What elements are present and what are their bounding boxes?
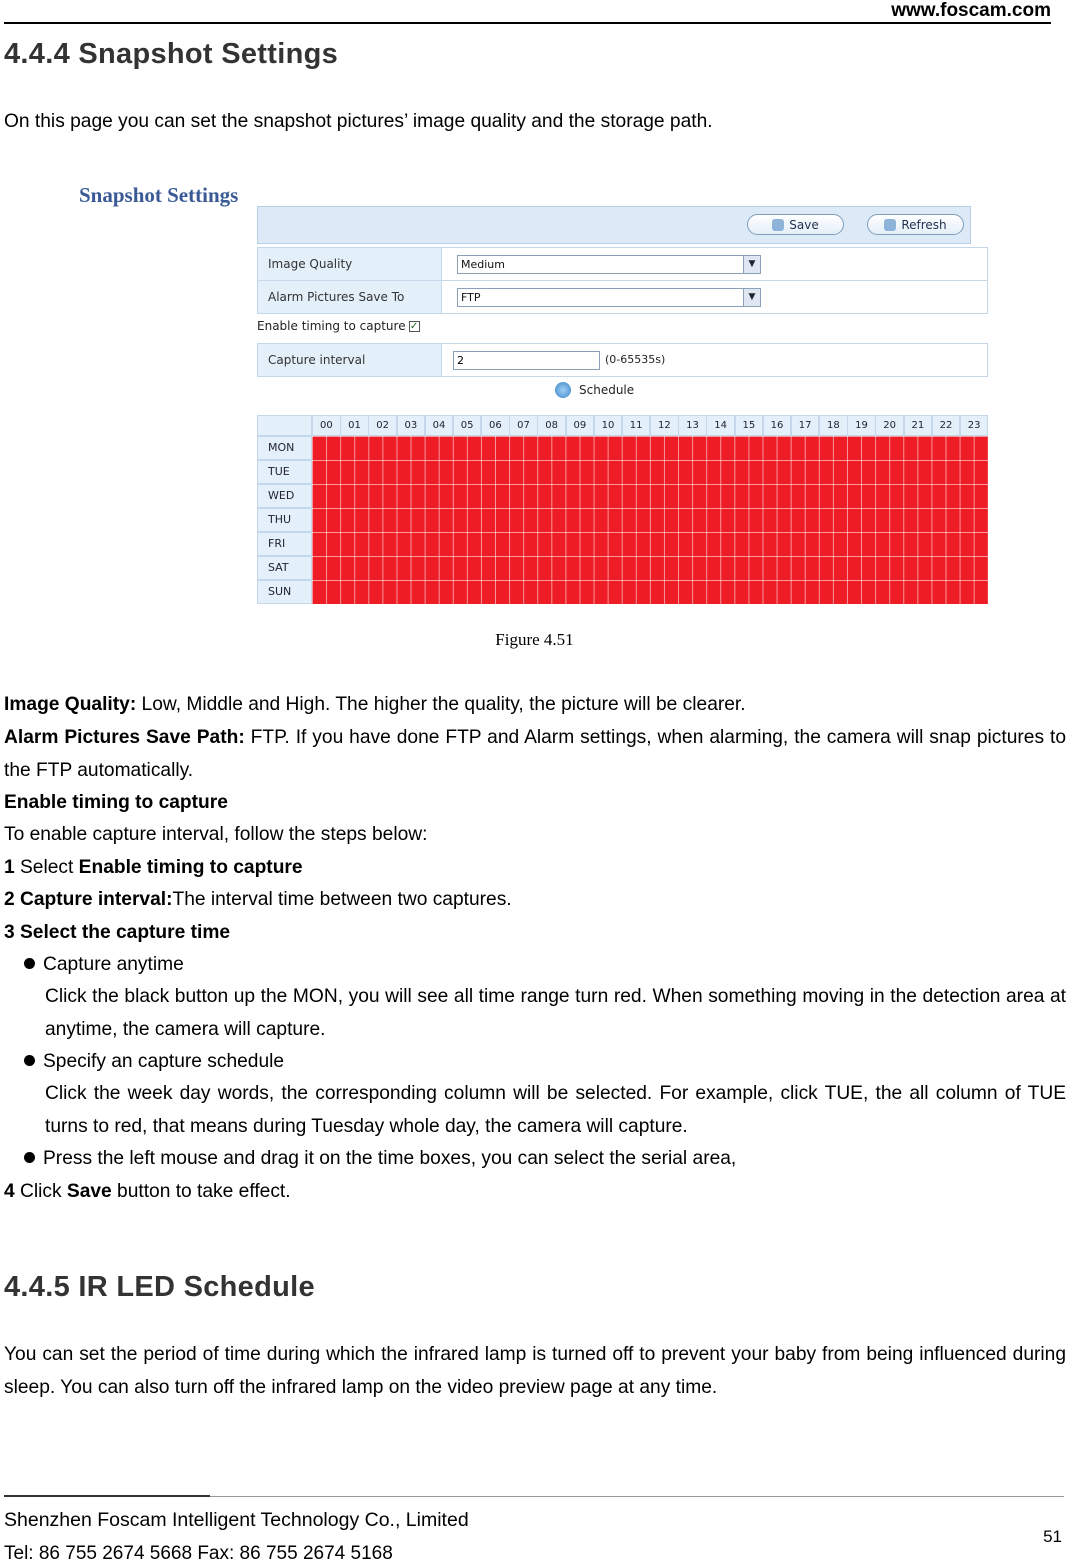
bullet-1-title-text: Capture anytime [43, 954, 184, 975]
alarm-path-paragraph [4, 722, 1066, 787]
enable-timing-label: Enable timing to capture [257, 319, 406, 333]
capture-interval-input[interactable]: 2 [453, 351, 600, 370]
footer-rule-accent [4, 1495, 210, 1497]
schedule-grid [257, 415, 988, 610]
hour-header[interactable]: 00 [312, 415, 341, 436]
bullet-3-text: Press the left mouse and drag it on the time boxes, you can select the serial area, [43, 1148, 737, 1169]
alarm-save-select[interactable] [457, 288, 761, 307]
save-icon [772, 219, 784, 231]
bullet-icon [24, 958, 35, 969]
schedule-label: Schedule [579, 383, 635, 397]
hour-header[interactable]: 22 [932, 415, 961, 436]
capture-interval-range: (0-65535s) [605, 353, 666, 366]
step-2 [4, 884, 1066, 917]
hour-header[interactable]: 20 [875, 415, 904, 436]
hour-header[interactable]: 09 [566, 415, 595, 436]
bullet-3 [4, 1143, 1069, 1176]
select-all-button[interactable] [257, 415, 312, 436]
step-4-suffix: button to take effect. [111, 1181, 291, 1202]
day-label[interactable]: MON [257, 436, 312, 460]
alarm-path-term: Alarm Pictures Save Path: [4, 727, 245, 748]
hour-header[interactable]: 23 [960, 415, 988, 436]
hour-header[interactable]: 10 [594, 415, 623, 436]
page-number: 51 [1043, 1527, 1062, 1546]
hour-header[interactable]: 02 [368, 415, 397, 436]
bullet-1-text: Click the black button up the MON, you will see all time range turn red. When something moving in the detection area at anytime, the camera will capture. [45, 986, 1066, 1040]
hour-header[interactable]: 16 [763, 415, 792, 436]
snapshot-intro: On this page you can set the snapshot pictures’ image quality and the storage path. [4, 111, 713, 132]
hour-header[interactable]: 21 [904, 415, 933, 436]
image-quality-select[interactable] [457, 255, 761, 274]
bullet-icon [24, 1152, 35, 1163]
hour-header[interactable]: 19 [847, 415, 876, 436]
day-label[interactable]: SUN [257, 580, 312, 604]
alarm-path-text: FTP. If you have done FTP and Alarm settings, when alarming, the camera will snap pictures to the FTP automatically. [4, 727, 1066, 781]
step-4 [4, 1176, 1066, 1209]
hour-header[interactable]: 05 [453, 415, 482, 436]
refresh-icon [884, 219, 896, 231]
alarm-save-label: Alarm Pictures Save To [258, 281, 442, 313]
hour-header[interactable]: 15 [735, 415, 764, 436]
footer-company: Shenzhen Foscam Intelligent Technology Co., Limited [4, 1509, 469, 1531]
enable-intro: To enable capture interval, follow the steps below: [4, 824, 428, 845]
hour-header[interactable]: 14 [706, 415, 735, 436]
hour-header[interactable]: 11 [622, 415, 651, 436]
footer-contact: Tel: 86 755 2674 5668 Fax: 86 755 2674 5168 [4, 1543, 393, 1564]
capture-interval-label: Capture interval [258, 344, 442, 376]
bullet-2-title [4, 1046, 1069, 1079]
hour-header[interactable]: 07 [509, 415, 538, 436]
image-quality-row [257, 247, 988, 281]
ir-led-text: You can set the period of time during which the infrared lamp is turned off to prevent your baby from being influenced during sleep. You can also turn off the infrared lamp on the video preview page at any time. [4, 1344, 1066, 1398]
header-rule [4, 22, 1051, 24]
step-2-bold: 2 Capture interval: [4, 889, 173, 910]
hour-header[interactable]: 08 [537, 415, 566, 436]
hour-header[interactable]: 04 [425, 415, 454, 436]
snapshot-settings-figure [76, 179, 988, 613]
hour-header[interactable]: 17 [791, 415, 820, 436]
schedule-icon [555, 382, 571, 398]
hour-header[interactable]: 12 [650, 415, 679, 436]
day-label[interactable]: TUE [257, 460, 312, 484]
alarm-save-row [257, 280, 988, 314]
section-title-ir-led: 4.4.5 IR LED Schedule [4, 1271, 315, 1303]
bullet-1-title [4, 949, 1069, 982]
site-url: www.foscam.com [891, 0, 1051, 21]
enable-heading: Enable timing to capture [4, 792, 228, 813]
enable-timing [257, 319, 420, 333]
hour-header[interactable]: 03 [397, 415, 426, 436]
hour-header[interactable]: 18 [819, 415, 848, 436]
hour-header[interactable]: 13 [678, 415, 707, 436]
step-1-bold: Enable timing to capture [78, 857, 303, 878]
figure-caption: Figure 4.51 [495, 630, 574, 649]
image-quality-label: Image Quality [258, 248, 442, 280]
image-quality-term: Image Quality: [4, 694, 137, 715]
day-label[interactable]: WED [257, 484, 312, 508]
step-1 [4, 852, 1066, 885]
day-label[interactable]: THU [257, 508, 312, 532]
refresh-button[interactable] [867, 214, 964, 235]
save-button[interactable] [747, 214, 844, 235]
day-label[interactable]: SAT [257, 556, 312, 580]
chevron-down-icon: ▼ [743, 256, 760, 273]
schedule-cells[interactable] [312, 436, 988, 604]
step-2-text: The interval time between two captures. [172, 889, 512, 910]
chevron-down-icon: ▼ [743, 289, 760, 306]
figure-title: Snapshot Settings [79, 183, 239, 207]
step-4-prefix: Click [14, 1181, 67, 1202]
bullet-2-text: Click the week day words, the corresponding column will be selected. For example, click TUE, the all column of TUE turns to red, that means during Tuesday whole day, the camera will capture. [45, 1083, 1066, 1137]
hour-header[interactable]: 01 [340, 415, 369, 436]
image-quality-paragraph [4, 689, 1066, 722]
enable-timing-checkbox[interactable]: ✓ [409, 320, 419, 332]
step-1-prefix: Select [14, 857, 79, 878]
figure-toolbar [257, 206, 971, 244]
step-4-number: 4 [4, 1181, 15, 1202]
step-3: 3 Select the capture time [4, 922, 231, 943]
bullet-icon [24, 1055, 35, 1066]
capture-interval-row [257, 343, 988, 377]
alarm-save-value: FTP [461, 291, 481, 304]
refresh-button-label: Refresh [901, 217, 947, 232]
step-4-bold: Save [66, 1181, 112, 1202]
save-button-label: Save [789, 217, 819, 232]
day-label[interactable]: FRI [257, 532, 312, 556]
hour-header[interactable]: 06 [481, 415, 510, 436]
schedule-link[interactable] [555, 382, 634, 398]
section-title-snapshot: 4.4.4 Snapshot Settings [4, 38, 339, 70]
image-quality-text: Low, Middle and High. The higher the quality, the picture will be clearer. [136, 694, 746, 715]
image-quality-value: Medium [461, 258, 505, 271]
bullet-2-title-text: Specify an capture schedule [43, 1051, 285, 1072]
step-1-number: 1 [4, 857, 15, 878]
